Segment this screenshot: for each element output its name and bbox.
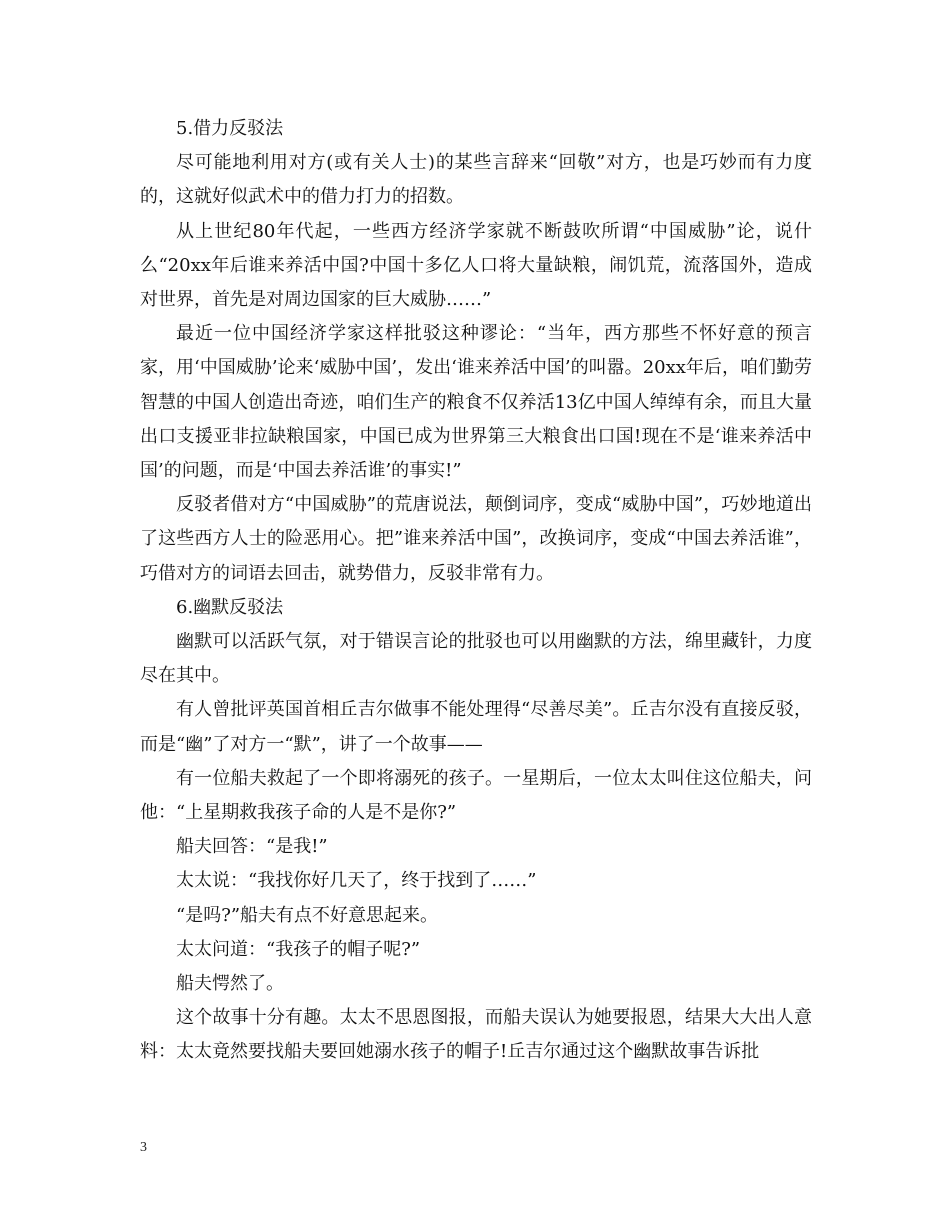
body-paragraph: 船夫回答：“是我!” [176,836,328,858]
body-paragraph: 这个故事十分有趣。太太不思恩图报，而船夫误认为她要报恩，结果大大出人意料：太太竟然要找船夫要回她溺水孩子的帽子!丘吉尔通过这个幽默故事告诉批 [140,1007,812,1063]
body-paragraph: 太太说：“我找你好几天了，终于找到了……” [176,870,537,892]
body-paragraph: 从上世纪80年代起，一些西方经济学家就不断鼓吹所谓“中国威胁”论，说什么“20xx年后谁来养活中国?中国十多亿人口将大量缺粮，闹饥荒，流落国外，造成对世界，首先是对周边国家的巨大威胁……” [140,220,812,311]
body-paragraph: “是吗?”船夫有点不好意思起来。 [176,904,439,926]
body-paragraph: 太太问道：“我孩子的帽子呢?” [176,938,421,960]
body-paragraph: 船夫愕然了。 [176,973,284,995]
page-number: 3 [140,1140,147,1155]
document-body [140,112,812,1070]
body-paragraph: 有人曾批评英国首相丘吉尔做事不能处理得“尽善尽美”。丘吉尔没有直接反驳，而是“幽”了对方一“默”，讲了一个故事—— [140,699,812,755]
section-heading-humor: 6.幽默反驳法 [176,596,284,618]
section-heading-borrowing-force: 5.借力反驳法 [176,118,284,139]
body-paragraph: 幽默可以活跃气氛，对于错误言论的批驳也可以用幽默的方法，绵里藏针，力度尽在其中。 [140,631,812,687]
body-paragraph: 最近一位中国经济学家这样批驳这种谬论：“当年，西方那些不怀好意的预言家，用‘中国威胁’论来‘威胁中国’，发出‘谁来养活中国’的叫嚣。20xx年后，咱们勤劳智慧的中国人创造出奇迹，咱们生产的粮食不仅养活13亿中国人绰绰有余，而且大量出口支援亚非拉缺粮国家，中国已成为世界第三大粮食出口国!现在不是‘谁来养活中国’的问题，而是‘中国去养活谁’的事实!” [140,323,812,482]
body-paragraph: 尽可能地利用对方(或有关人士)的某些言辞来“回敬”对方，也是巧妙而有力度的，这就好似武术中的借力打力的招数。 [140,152,812,208]
body-paragraph: 有一位船夫救起了一个即将溺死的孩子。一星期后，一位太太叫住这位船夫，问他：“上星期救我孩子命的人是不是你?” [140,767,812,824]
body-paragraph: 反驳者借对方“中国威胁”的荒唐说法，颠倒词序，变成“威胁中国”，巧妙地道出了这些西方人士的险恶用心。把”谁来养活中国”，改换词序，变成“中国去养活谁”，巧借对方的词语去回击，就势借力，反驳非常有力。 [140,494,812,584]
